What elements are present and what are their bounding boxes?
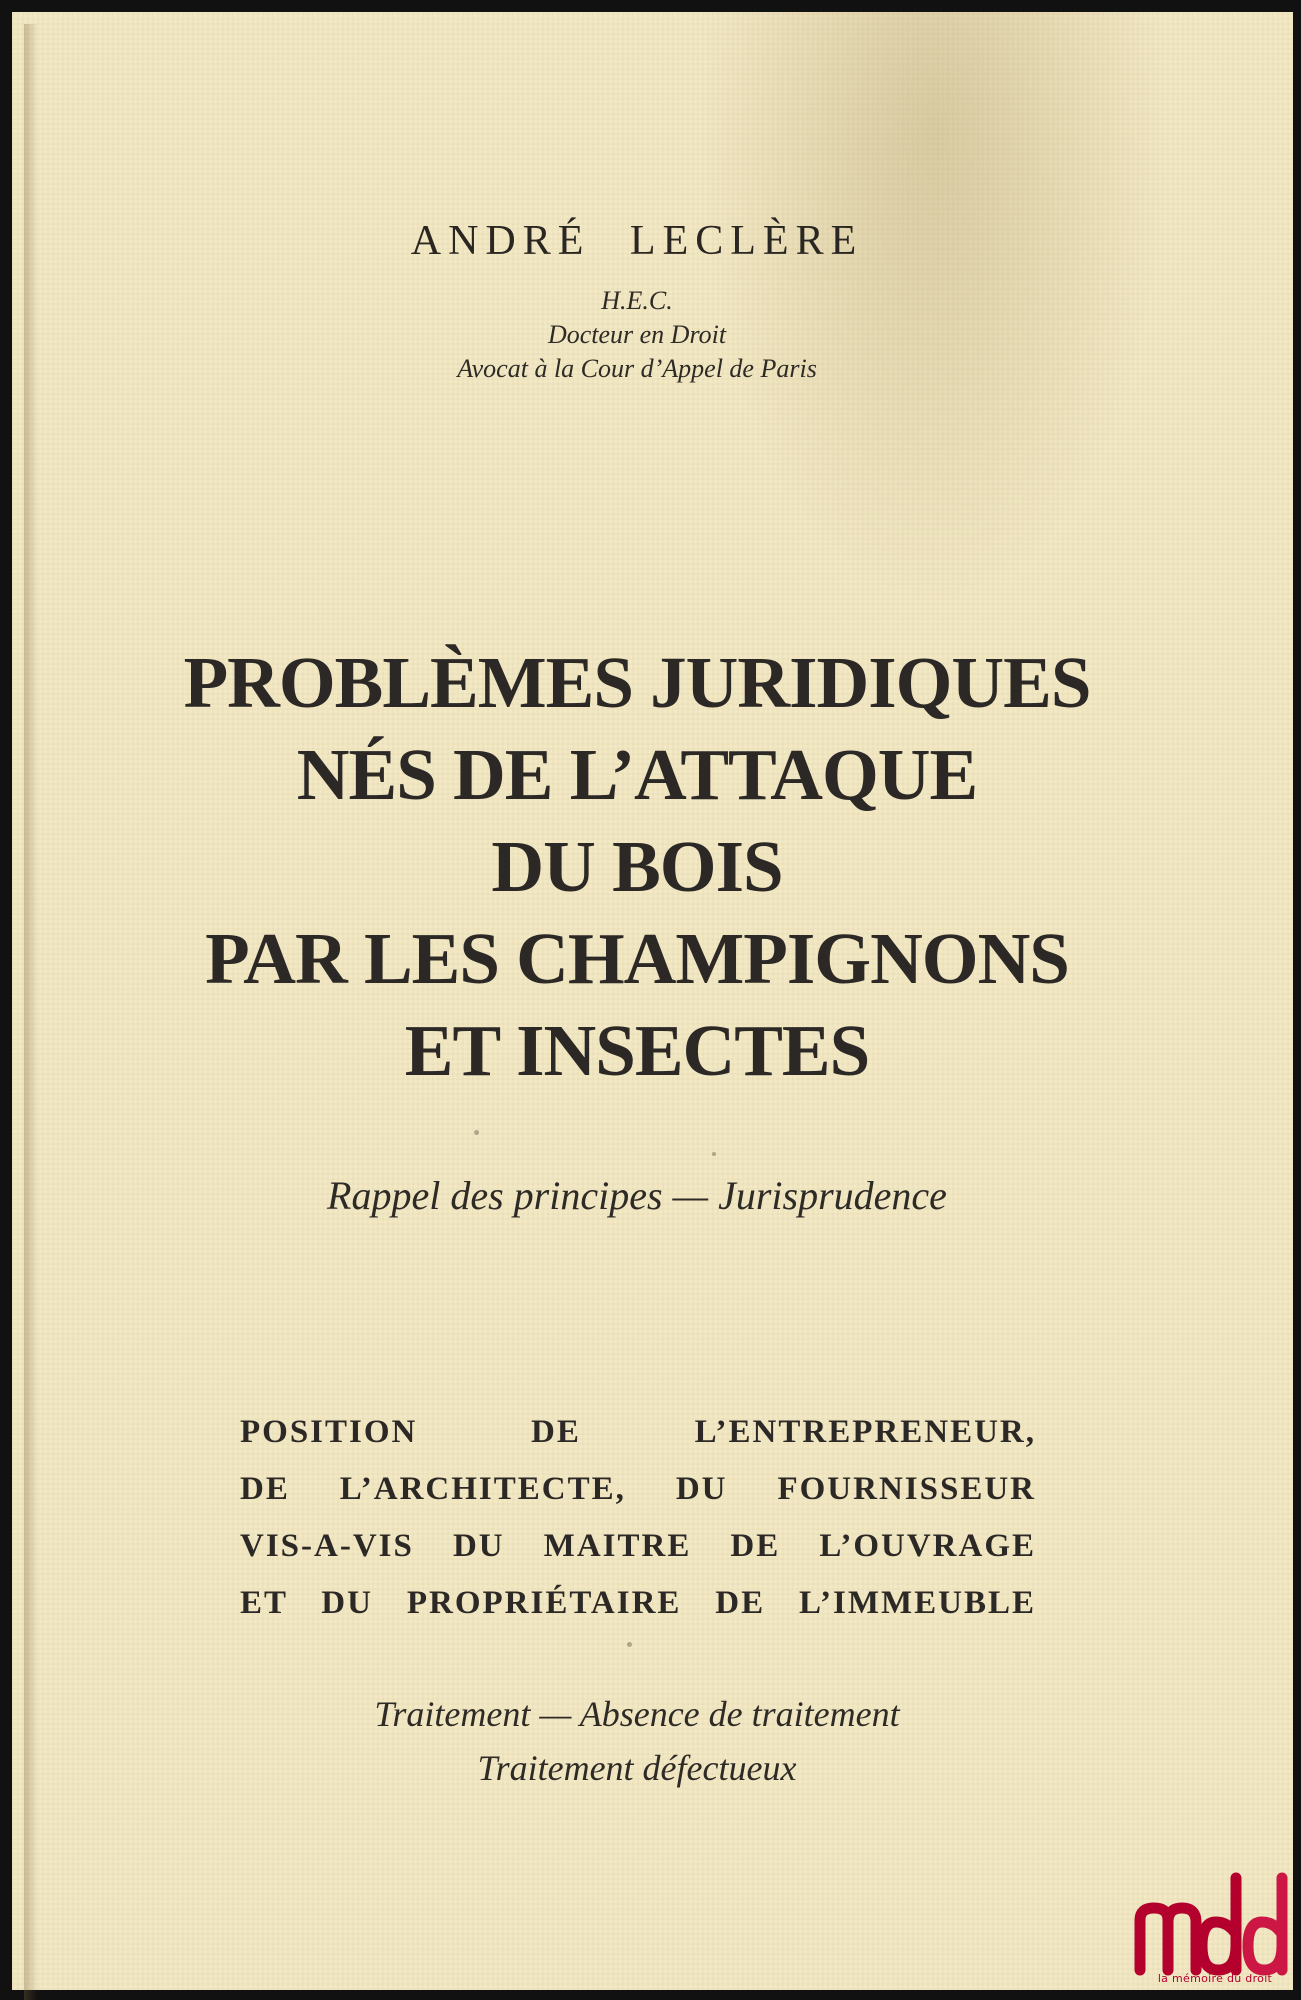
title-line: PAR LES CHAMPIGNONS xyxy=(205,918,1069,999)
title-line: ET INSECTES xyxy=(404,1010,870,1091)
treatment-line: Traitement défectueux xyxy=(477,1748,797,1788)
title-line: NÉS DE L’ATTAQUE xyxy=(296,734,978,815)
book-title xyxy=(12,637,1262,1097)
ink-speck xyxy=(474,1130,479,1135)
position-line: VIS-A-VIS DU MAITRE DE L’OUVRAGE xyxy=(240,1528,1036,1564)
title-line: PROBLÈMES JURIDIQUES xyxy=(183,642,1091,723)
position-block xyxy=(240,1404,1036,1632)
mdd-logo xyxy=(1132,1858,1292,1988)
position-line: POSITION DE L’ENTREPRENEUR, xyxy=(240,1414,1036,1450)
credential-hec: H.E.C. xyxy=(601,286,673,315)
treatment-line: Traitement — Absence de traitement xyxy=(374,1694,900,1734)
subtitle: Rappel des principes — Jurisprudence xyxy=(327,1173,947,1218)
ink-speck xyxy=(712,1152,716,1156)
ink-speck xyxy=(627,1642,632,1647)
position-line: ET DU PROPRIÉTAIRE DE L’IMMEUBLE xyxy=(240,1585,1036,1621)
credential-doctorate: Docteur en Droit xyxy=(547,320,727,349)
position-line: DE L’ARCHITECTE, DU FOURNISSEUR xyxy=(240,1471,1036,1507)
logo-tagline: la mémoire du droit xyxy=(1157,1972,1273,1985)
author-name: ANDRÉ LECLÈRE xyxy=(410,218,864,264)
credential-lawyer: Avocat à la Cour d’Appel de Paris xyxy=(457,354,817,383)
title-line: DU BOIS xyxy=(491,826,783,907)
